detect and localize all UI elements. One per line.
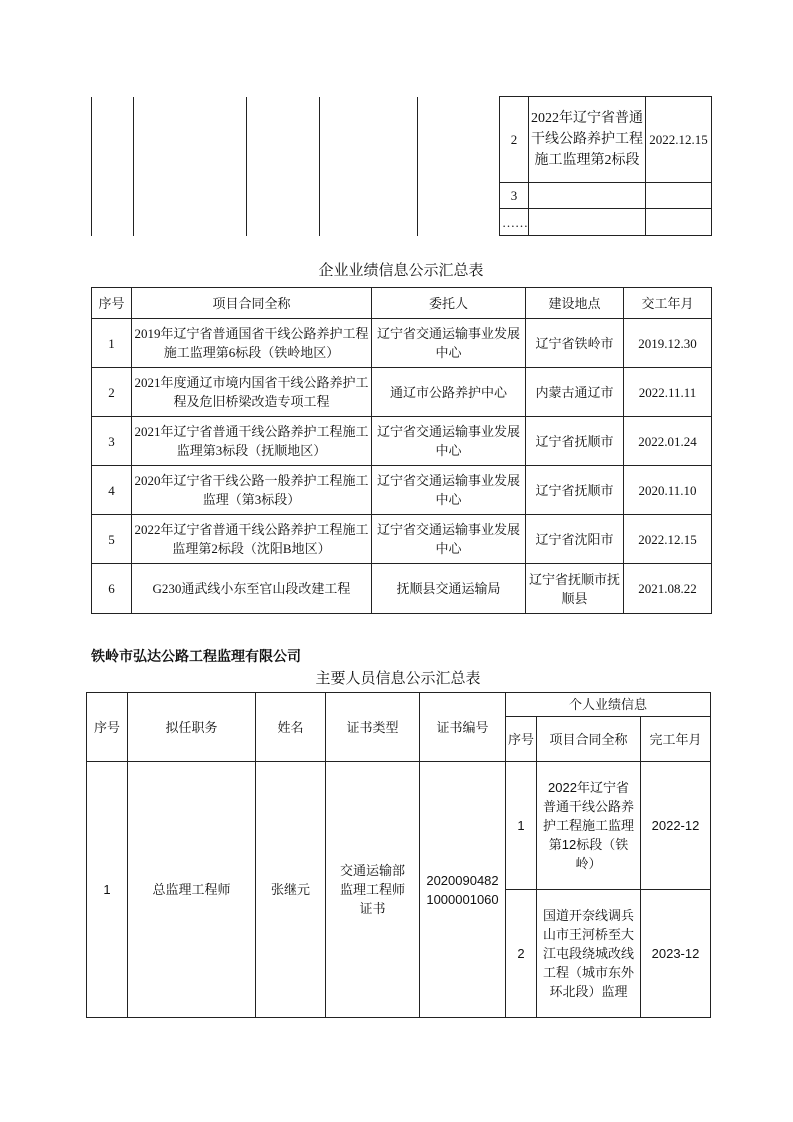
completion-date: 2019.12.30 (624, 319, 712, 368)
location: 辽宁省抚顺市抚顺县 (526, 564, 624, 614)
project-name: 2022年辽宁省普通干线公路养护工程施工监理第2标段（沈阳B地区） (132, 515, 372, 564)
row-number: 4 (92, 466, 132, 515)
company-name: 铁岭市弘达公路工程监理有限公司 (91, 649, 301, 665)
header-performance: 个人业绩信息 (506, 693, 711, 717)
table-row (92, 466, 712, 515)
row-number: 3 (500, 183, 529, 209)
row-number: 5 (92, 515, 132, 564)
location: 辽宁省抚顺市 (526, 417, 624, 466)
client: 辽宁省交通运输事业发展中心 (372, 319, 526, 368)
location: 辽宁省沈阳市 (526, 515, 624, 564)
header-perf-no: 序号 (506, 717, 537, 762)
header-date: 交工年月 (624, 288, 712, 319)
staff-table-title: 主要人员信息公示汇总表 (315, 671, 481, 687)
perf-name: 2022年辽宁省普通干线公路养护工程施工监理第12标段（铁岭） (537, 762, 641, 890)
client: 抚顺县交通运输局 (372, 564, 526, 614)
row-number: 3 (92, 417, 132, 466)
header-position: 拟任职务 (128, 693, 256, 762)
header-project-name: 项目合同全称 (132, 288, 372, 319)
table-row (92, 417, 712, 466)
row-number: 6 (92, 564, 132, 614)
table-row (92, 515, 712, 564)
project-name: 2021年度通辽市境内国省干线公路养护工程及危旧桥梁改造专项工程 (132, 368, 372, 417)
header-no: 序号 (92, 288, 132, 319)
project-name: 2020年辽宁省干线公路一般养护工程施工监理（第3标段） (132, 466, 372, 515)
header-no: 序号 (87, 693, 128, 762)
project-name (529, 183, 646, 209)
project-name: 2019年辽宁省普通国省干线公路养护工程施工监理第6标段（铁岭地区） (132, 319, 372, 368)
table-row (92, 319, 712, 368)
company-table-title: 企业业绩信息公示汇总表 (318, 263, 484, 279)
completion-date: 2022.12.15 (646, 97, 712, 183)
completion-date (646, 183, 712, 209)
location: 辽宁省抚顺市 (526, 466, 624, 515)
table-row (87, 762, 711, 890)
perf-no: 2 (506, 890, 537, 1018)
location: 辽宁省铁岭市 (526, 319, 624, 368)
perf-date: 2022-12 (641, 762, 711, 890)
person-no: 1 (87, 762, 128, 1018)
row-number: 2 (500, 97, 529, 183)
staff-info-table (86, 692, 711, 1018)
client: 辽宁省交通运输事业发展中心 (372, 417, 526, 466)
table-header-row (87, 693, 711, 717)
person-position: 总监理工程师 (128, 762, 256, 1018)
table-header-row (92, 288, 712, 319)
project-name: 2021年辽宁省普通干线公路养护工程施工监理第3标段（抚顺地区） (132, 417, 372, 466)
table-row (92, 368, 712, 417)
header-client: 委托人 (372, 288, 526, 319)
table-row (92, 564, 712, 614)
project-name (529, 209, 646, 236)
perf-date: 2023-12 (641, 890, 711, 1018)
header-name: 姓名 (256, 693, 326, 762)
row-number: …… (500, 209, 529, 236)
header-perf-name: 项目合同全称 (537, 717, 641, 762)
client: 辽宁省交通运输事业发展中心 (372, 466, 526, 515)
header-cert-no: 证书编号 (420, 693, 506, 762)
perf-no: 1 (506, 762, 537, 890)
header-location: 建设地点 (526, 288, 624, 319)
completion-date: 2022.11.11 (624, 368, 712, 417)
table-row (92, 97, 712, 183)
project-name: G230通武线小东至官山段改建工程 (132, 564, 372, 614)
completion-date: 2021.08.22 (624, 564, 712, 614)
completion-date (646, 209, 712, 236)
completion-date: 2022.12.15 (624, 515, 712, 564)
project-name: 2022年辽宁省普通干线公路养护工程施工监理第2标段 (529, 97, 646, 183)
perf-name: 国道开奈线调兵山市王河桥至大江屯段绕城改线工程（城市东外环北段）监理 (537, 890, 641, 1018)
row-number: 2 (92, 368, 132, 417)
cert-no: 20200904821000001060 (420, 762, 506, 1018)
row-number: 1 (92, 319, 132, 368)
header-perf-date: 完工年月 (641, 717, 711, 762)
completion-date: 2020.11.10 (624, 466, 712, 515)
location: 内蒙古通辽市 (526, 368, 624, 417)
company-performance-table (91, 287, 712, 614)
person-name: 张继元 (256, 762, 326, 1018)
client: 通辽市公路养护中心 (372, 368, 526, 417)
completion-date: 2022.01.24 (624, 417, 712, 466)
cert-type: 交通运输部监理工程师证书 (326, 762, 420, 1018)
header-cert-type: 证书类型 (326, 693, 420, 762)
client: 辽宁省交通运输事业发展中心 (372, 515, 526, 564)
continuation-table (91, 96, 712, 236)
